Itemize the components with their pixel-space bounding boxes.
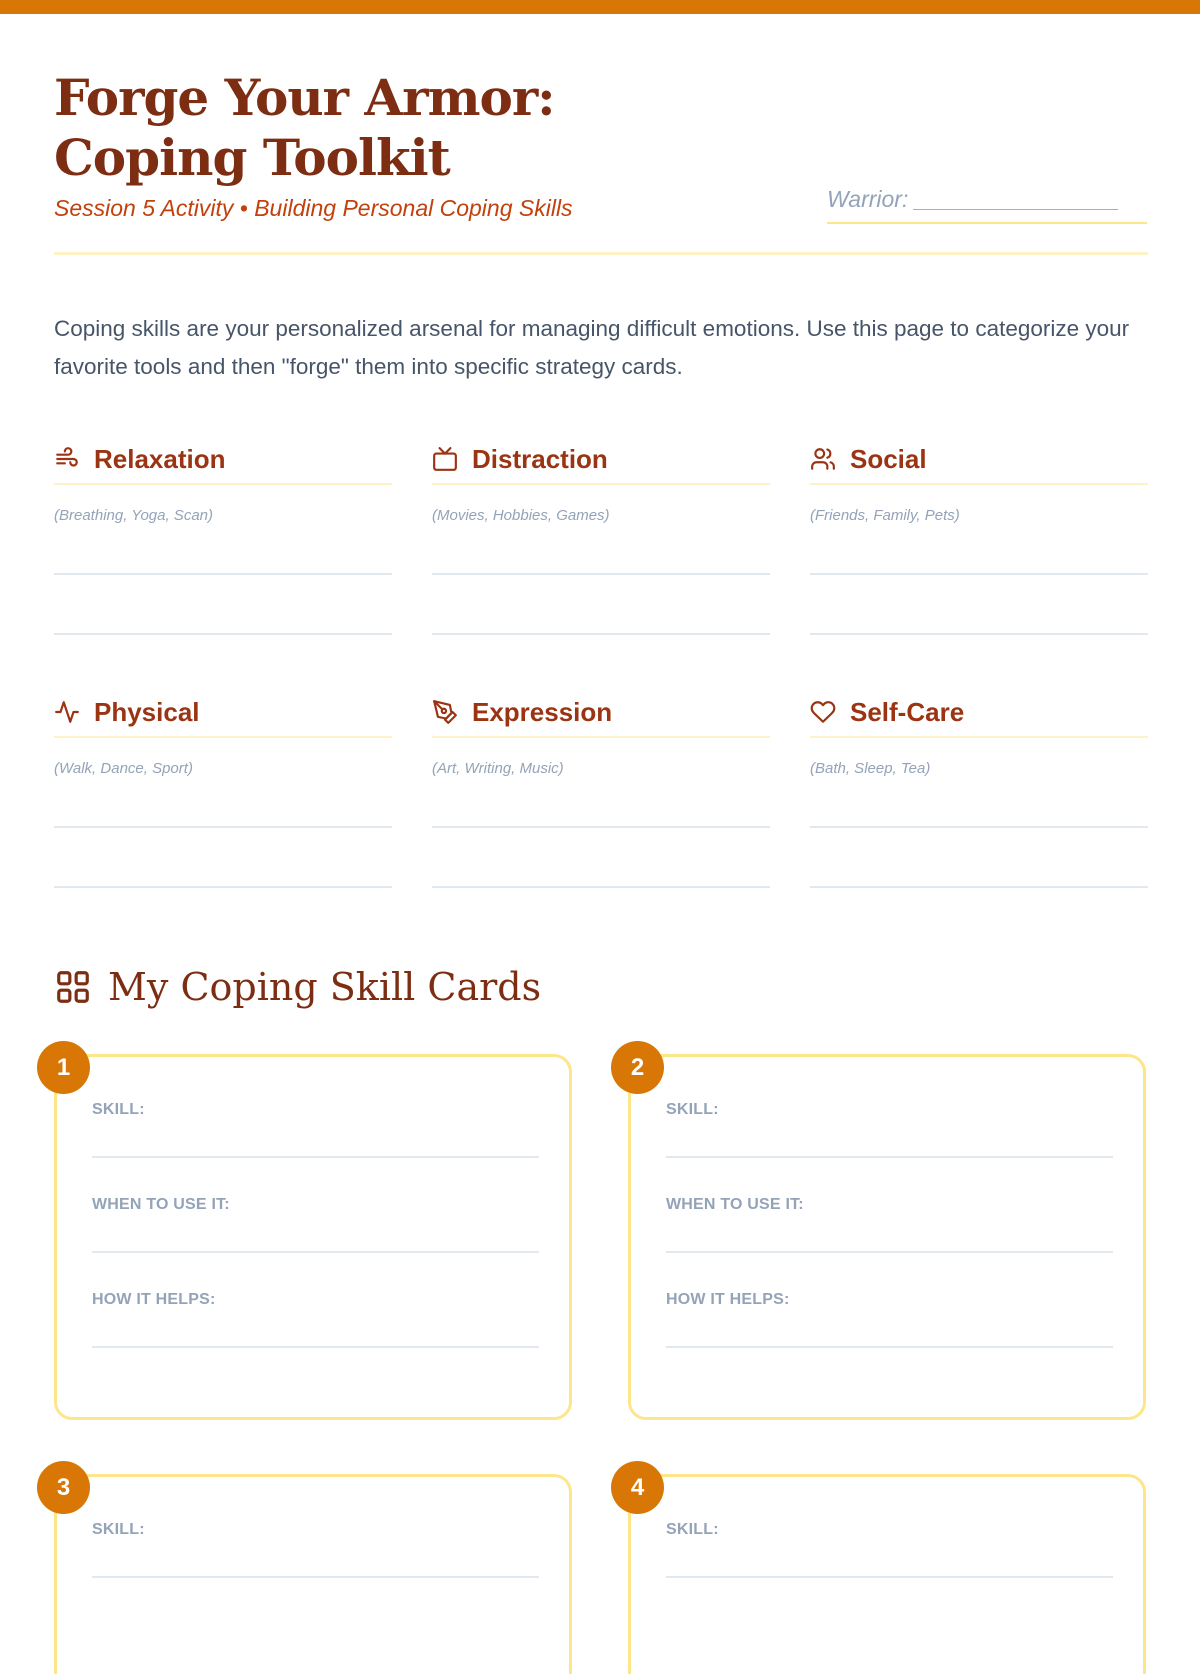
category-hint: (Bath, Sleep, Tea)	[810, 760, 931, 777]
wind-icon	[54, 446, 80, 472]
field-label-how: HOW IT HELPS:	[666, 1291, 790, 1308]
pen-tool-icon	[432, 699, 458, 725]
heart-icon	[810, 699, 836, 725]
skill-card	[628, 1054, 1146, 1420]
category-title: Self-Care	[850, 696, 965, 727]
when-write-line[interactable]	[666, 1251, 1113, 1253]
write-line[interactable]	[54, 633, 392, 635]
write-line[interactable]	[810, 826, 1148, 828]
card-number-badge: 1	[37, 1041, 90, 1094]
intro-paragraph: Coping skills are your personalized arsenal for managing difficult emotions. Use this page to categorize your favorite tools and then "forge" them into specific strategy cards.	[54, 316, 1130, 379]
category-distraction	[432, 435, 770, 635]
skill-write-line[interactable]	[666, 1156, 1113, 1158]
cards-section-heading	[54, 962, 541, 1012]
top-accent-bar	[0, 0, 1200, 14]
category-title: Relaxation	[94, 443, 226, 474]
category-title: Physical	[94, 696, 200, 727]
category-relaxation	[54, 435, 392, 635]
category-title: Distraction	[472, 443, 608, 474]
skill-card	[54, 1054, 572, 1420]
category-hint: (Movies, Hobbies, Games)	[432, 507, 610, 524]
write-line[interactable]	[54, 886, 392, 888]
write-line[interactable]	[54, 826, 392, 828]
category-physical	[54, 688, 392, 888]
category-title: Social	[850, 443, 927, 474]
category-hint: (Walk, Dance, Sport)	[54, 760, 193, 777]
write-line[interactable]	[432, 573, 770, 575]
category-hint: (Art, Writing, Music)	[432, 760, 564, 777]
write-line[interactable]	[432, 633, 770, 635]
category-social	[810, 435, 1148, 635]
skill-card	[628, 1474, 1146, 1674]
write-line[interactable]	[54, 573, 392, 575]
card-number-badge: 2	[611, 1041, 664, 1094]
cards-section-title: My Coping Skill Cards	[108, 965, 542, 1009]
page-title: Forge Your Armor: Coping Toolkit	[54, 68, 555, 187]
category-hint: (Friends, Family, Pets)	[810, 507, 960, 524]
write-line[interactable]	[432, 886, 770, 888]
card-number-badge: 3	[37, 1461, 90, 1514]
write-line[interactable]	[810, 886, 1148, 888]
category-title: Expression	[472, 696, 613, 727]
category-expression	[432, 688, 770, 888]
users-icon	[810, 446, 836, 472]
skill-card	[54, 1474, 572, 1674]
how-write-line[interactable]	[92, 1346, 539, 1348]
skill-write-line[interactable]	[92, 1156, 539, 1158]
field-label-how: HOW IT HELPS:	[92, 1291, 216, 1308]
category-hint: (Breathing, Yoga, Scan)	[54, 507, 213, 524]
field-label-skill: SKILL:	[92, 1101, 145, 1118]
warrior-name-field[interactable]: Warrior: ________________	[827, 186, 1147, 224]
field-label-when: WHEN TO USE IT:	[666, 1196, 804, 1213]
when-write-line[interactable]	[92, 1251, 539, 1253]
field-label-skill: SKILL:	[666, 1521, 719, 1538]
how-write-line[interactable]	[666, 1346, 1113, 1348]
activity-icon	[54, 699, 80, 725]
tv-icon	[432, 446, 458, 472]
card-number-badge: 4	[611, 1461, 664, 1514]
field-label-skill: SKILL:	[92, 1521, 145, 1538]
skill-write-line[interactable]	[92, 1576, 539, 1578]
page-subtitle: Session 5 Activity • Building Personal Coping Skills	[54, 195, 573, 221]
header-divider	[54, 252, 1148, 255]
field-label-when: WHEN TO USE IT:	[92, 1196, 230, 1213]
write-line[interactable]	[432, 826, 770, 828]
write-line[interactable]	[810, 633, 1148, 635]
skill-write-line[interactable]	[666, 1576, 1113, 1578]
write-line[interactable]	[810, 573, 1148, 575]
category-self-care	[810, 688, 1148, 888]
grid-icon	[54, 968, 92, 1006]
field-label-skill: SKILL:	[666, 1101, 719, 1118]
